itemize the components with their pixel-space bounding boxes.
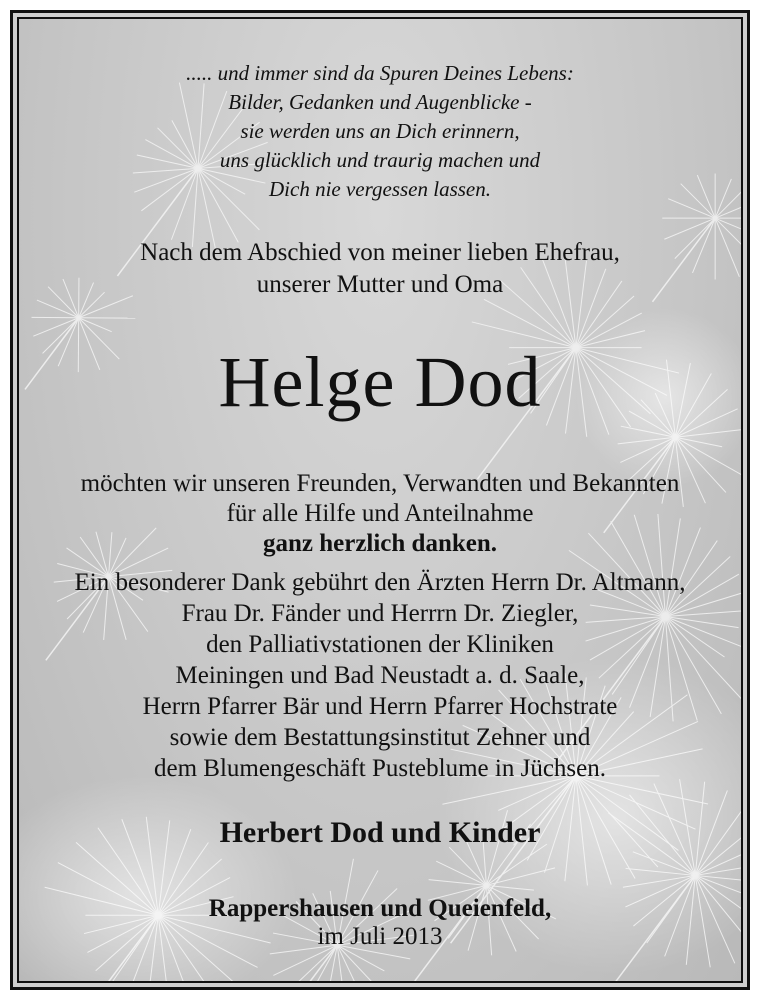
- text-content: [19, 19, 741, 981]
- poem-line: Bilder, Gedanken und Augenblicke -: [228, 90, 532, 114]
- intro-line: Nach dem Abschied von meiner lieben Ehefrau,: [140, 239, 620, 266]
- special-thanks-line: Meiningen und Bad Neustadt a. d. Saale,: [175, 662, 585, 689]
- place: Rappershausen und Queienfeld,: [208, 895, 552, 922]
- special-thanks-line: dem Blumengeschäft Pusteblume in Jüchsen.: [153, 755, 606, 782]
- place-and-date: [19, 895, 741, 951]
- inner-border: [17, 17, 743, 983]
- special-thanks-line: den Palliativstationen der Kliniken: [206, 631, 554, 658]
- signature: Herbert Dod und Kinder: [219, 816, 541, 849]
- special-thanks-line: Herrn Pfarrer Bär und Herrn Pfarrer Hochstrate: [142, 693, 618, 720]
- special-thanks-line: Frau Dr. Fänder und Herrrn Dr. Ziegler,: [181, 600, 579, 627]
- special-thanks: [19, 567, 741, 784]
- poem-line: ..... und immer sind da Spuren Deines Lebens:: [186, 61, 574, 85]
- intro-text: [19, 237, 741, 301]
- deceased-name: Helge Dod: [218, 342, 542, 422]
- poem-line: Dich nie vergessen lassen.: [269, 177, 491, 201]
- thanks-text: [19, 469, 741, 559]
- outer-border: [10, 10, 750, 990]
- poem-line: uns glücklich und traurig machen und: [219, 148, 541, 172]
- poem-line: sie werden uns an Dich erinnern,: [240, 119, 520, 143]
- intro-line: unserer Mutter und Oma: [256, 271, 504, 298]
- thanks-emphasis: ganz herzlich danken.: [262, 530, 498, 557]
- special-thanks-line: Ein besonderer Dank gebührt den Ärzten Herrn Dr. Altmann,: [74, 569, 686, 596]
- thanks-line: möchten wir unseren Freunden, Verwandten und Bekannten: [80, 470, 680, 497]
- special-thanks-line: sowie dem Bestattungsinstitut Zehner und: [169, 724, 591, 751]
- date: im Juli 2013: [317, 923, 443, 950]
- thanks-line: für alle Hilfe und Anteilnahme: [226, 500, 534, 527]
- poem: [19, 59, 741, 204]
